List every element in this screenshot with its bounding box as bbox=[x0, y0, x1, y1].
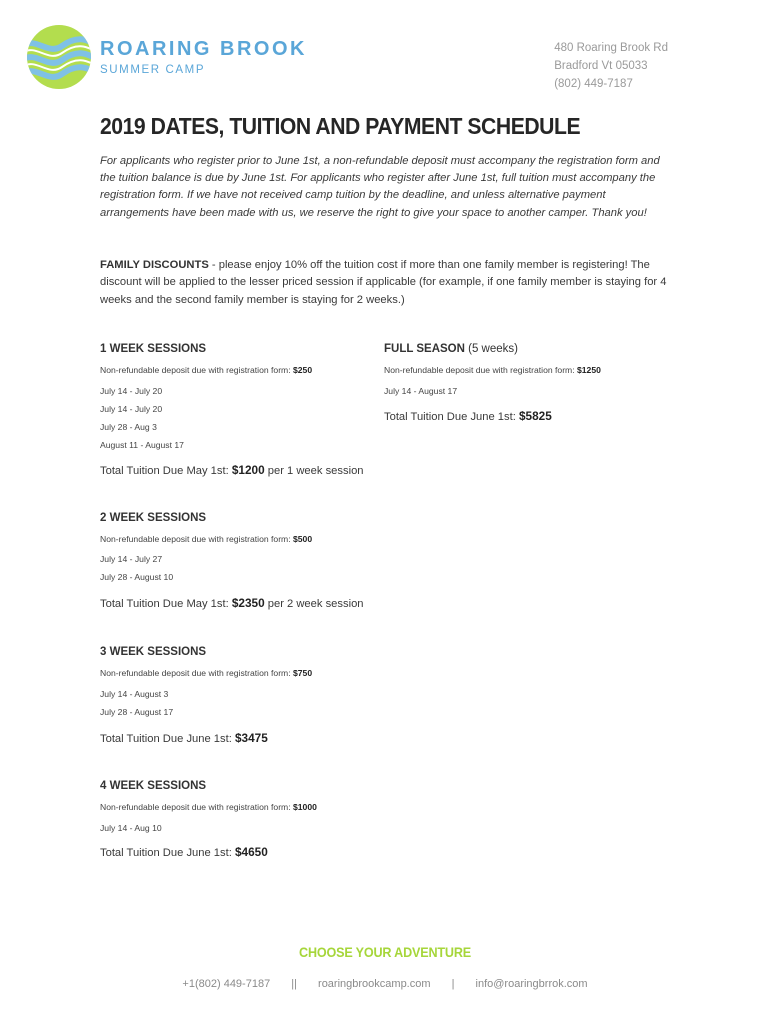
one-week-section bbox=[100, 342, 370, 478]
session-date: July 14 - August 3 bbox=[100, 689, 169, 699]
total-label: Total Tuition Due May 1st: bbox=[100, 598, 232, 610]
total-label: Total Tuition Due June 1st: bbox=[100, 733, 235, 745]
deposit-label: Non-refundable deposit due with registration form: bbox=[384, 365, 577, 375]
deposit-amount: $1250 bbox=[577, 365, 601, 375]
four-week-section bbox=[100, 779, 420, 860]
discount-label: FAMILY DISCOUNTS bbox=[100, 259, 209, 271]
deposit-amount: $1000 bbox=[293, 802, 317, 812]
total-tuition bbox=[100, 596, 420, 611]
deposit-line bbox=[100, 802, 420, 813]
session-date: August 11 - August 17 bbox=[100, 440, 184, 450]
footer-website-link[interactable]: roaringbrookcamp.com bbox=[318, 978, 431, 990]
session-date: July 14 - July 20 bbox=[100, 386, 163, 396]
deposit-label: Non-refundable deposit due with registration form: bbox=[100, 802, 293, 812]
session-date: July 28 - Aug 3 bbox=[100, 422, 157, 432]
camp-logo-icon bbox=[26, 24, 92, 90]
address-city: Bradford Vt 05033 bbox=[554, 60, 648, 72]
family-discount-paragraph bbox=[100, 257, 670, 309]
session-date: July 28 - August 10 bbox=[100, 572, 174, 582]
total-tuition bbox=[100, 731, 420, 746]
total-amount: $4650 bbox=[234, 845, 268, 859]
address-street: 480 Roaring Brook Rd bbox=[554, 42, 668, 54]
section-heading: 1 WEEK SESSIONS bbox=[100, 343, 207, 355]
footer-separator: | bbox=[451, 978, 455, 990]
deposit-line bbox=[100, 668, 420, 679]
session-date: July 28 - August 17 bbox=[100, 707, 174, 717]
total-label: Total Tuition Due June 1st: bbox=[100, 847, 235, 859]
deposit-amount: $750 bbox=[293, 668, 313, 678]
total-amount: $5825 bbox=[518, 409, 552, 423]
footer-phone: +1(802) 449-7187 bbox=[182, 978, 271, 990]
session-date: July 14 - July 27 bbox=[100, 554, 163, 564]
total-suffix: per 2 week session bbox=[264, 598, 364, 610]
brand-name: ROARING BROOK bbox=[100, 38, 307, 60]
total-amount: $3475 bbox=[234, 731, 268, 745]
deposit-line bbox=[100, 365, 370, 376]
total-tuition bbox=[100, 463, 370, 478]
address-phone: (802) 449-7187 bbox=[554, 78, 633, 90]
section-heading bbox=[384, 342, 674, 356]
total-label: Total Tuition Due June 1st: bbox=[384, 411, 519, 423]
session-date: July 14 - Aug 10 bbox=[100, 823, 162, 833]
full-season-section bbox=[384, 342, 674, 424]
session-date: July 14 - August 17 bbox=[384, 386, 458, 396]
section-heading: 3 WEEK SESSIONS bbox=[100, 646, 207, 658]
heading-note: (5 weeks) bbox=[464, 343, 518, 355]
heading-label: FULL SEASON bbox=[384, 343, 465, 355]
deposit-label: Non-refundable deposit due with registration form: bbox=[100, 668, 293, 678]
footer-contact bbox=[0, 978, 770, 990]
footer-email-link[interactable]: info@roaringbrrok.com bbox=[475, 978, 588, 990]
total-tuition bbox=[100, 845, 420, 860]
page-title: 2019 DATES, TUITION AND PAYMENT SCHEDULE bbox=[100, 113, 581, 139]
deposit-amount: $250 bbox=[293, 365, 313, 375]
brand-subtitle: SUMMER CAMP bbox=[100, 64, 206, 76]
session-date: July 14 - July 20 bbox=[100, 404, 163, 414]
total-amount: $2350 bbox=[231, 596, 265, 610]
section-heading: 4 WEEK SESSIONS bbox=[100, 780, 207, 792]
intro-paragraph: For applicants who register prior to June 1st, a non-refundable deposit must accompany the registration form and the tuition balance is due by June 1st. For applicants who register after June 1st, full tuition must accompany the registration form. If we have not received camp tuition by the deadline, and unless alternative payment arrangements have been made with us, we reserve the right to give your space to another camper. Thank you! bbox=[100, 155, 660, 219]
three-week-section bbox=[100, 645, 420, 746]
discount-text: - please enjoy 10% off the tuition cost if more than one family member is registering! The discount will be applied to the lesser priced session if applicable (for example, if one family member is staying for 4 weeks and the second family member is staying for 2 weeks.) bbox=[100, 259, 667, 306]
deposit-label: Non-refundable deposit due with registration form: bbox=[100, 365, 293, 375]
deposit-line bbox=[100, 534, 420, 545]
deposit-label: Non-refundable deposit due with registration form: bbox=[100, 534, 293, 544]
total-amount: $1200 bbox=[231, 463, 265, 477]
total-suffix: per 1 week session bbox=[264, 465, 364, 477]
deposit-line bbox=[384, 365, 674, 376]
total-label: Total Tuition Due May 1st: bbox=[100, 465, 232, 477]
two-week-section bbox=[100, 511, 420, 611]
choose-your-adventure-banner: CHOOSE YOUR ADVENTURE bbox=[299, 944, 471, 960]
total-tuition bbox=[384, 409, 674, 424]
section-heading: 2 WEEK SESSIONS bbox=[100, 512, 207, 524]
footer-separator: || bbox=[291, 978, 297, 990]
brand-block bbox=[100, 38, 307, 78]
address-block bbox=[554, 39, 668, 93]
deposit-amount: $500 bbox=[293, 534, 313, 544]
